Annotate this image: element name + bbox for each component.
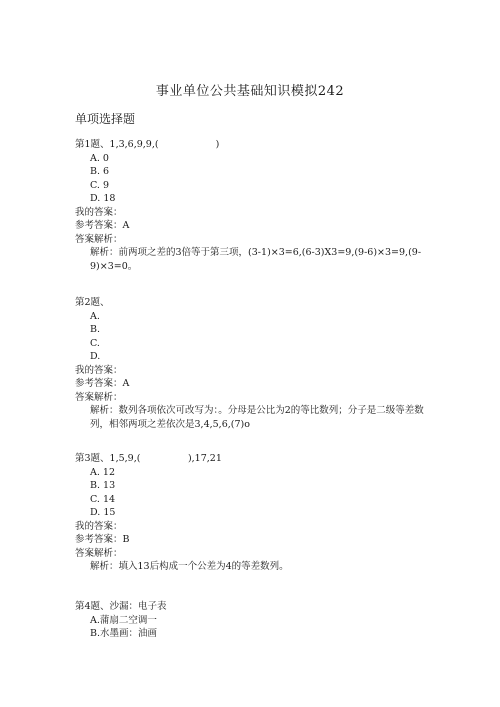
- analysis-heading: 答案解析：: [75, 391, 123, 403]
- question-stem: 第1题、1,3,6,9,9,( ): [75, 139, 220, 150]
- option-b: B.水墨画：油画: [90, 628, 158, 639]
- option-c: C.: [90, 337, 100, 349]
- reference-answer-value: A: [122, 220, 130, 231]
- question-1: [75, 138, 425, 273]
- option-a: A.: [90, 310, 100, 322]
- option-b: B. 6: [90, 166, 110, 177]
- analysis-body: 填入13后构成一个公差为4的等差数列。: [118, 561, 289, 572]
- reference-answer-label: 参考答案：: [75, 378, 123, 389]
- document-title: 事业单位公共基础知识模拟242: [155, 84, 345, 99]
- option-d: D. 18: [90, 193, 116, 204]
- option-b: B. 13: [90, 480, 116, 491]
- analysis-body: 前两项之差的3倍等于第三项，(3-1)×3=6,(6-3)X3=9,(9-6)×3=9,(9-9)×3=0。: [90, 247, 422, 272]
- reference-answer-label: 参考答案：: [75, 534, 123, 545]
- option-d: D.: [90, 351, 101, 362]
- my-answer-label: 我的答案：: [75, 520, 123, 532]
- analysis-label: 解析：: [90, 247, 119, 258]
- option-a: A. 12: [90, 466, 115, 478]
- option-c: C. 9: [90, 179, 110, 191]
- reference-answer: [75, 533, 425, 547]
- my-answer-label: 我的答案：: [75, 364, 123, 376]
- question-4: [75, 600, 425, 641]
- option-b: B.: [90, 324, 101, 335]
- option-c: C. 14: [90, 493, 116, 505]
- question-2: [75, 296, 425, 431]
- question-3: [75, 452, 425, 574]
- analysis-body: 数列各项依次可改写为：。分母是公比为2的等比数列；分子是二级等差数列，相邻两项之差依次是3,4,5,6,(7)o: [90, 405, 424, 430]
- analysis-heading: 答案解析：: [75, 233, 123, 245]
- analysis-text: [75, 404, 425, 431]
- analysis-label: 解析：: [90, 561, 119, 572]
- analysis-text: [75, 246, 425, 273]
- question-stem: 第2题、: [75, 297, 110, 308]
- option-d: D. 15: [90, 507, 116, 518]
- reference-answer-value: B: [122, 534, 130, 545]
- reference-answer-value: A: [122, 378, 130, 389]
- option-a: A. 0: [90, 152, 109, 164]
- option-a: A.蒲扇二空调一: [90, 614, 157, 626]
- analysis-text: [75, 560, 425, 574]
- question-stem: 第4题、沙漏：电子表: [75, 601, 167, 612]
- question-stem: 第3题、1,5,9,( ),17,21: [75, 453, 222, 464]
- reference-answer-label: 参考答案：: [75, 220, 123, 231]
- my-answer-label: 我的答案：: [75, 206, 123, 218]
- analysis-label: 解析：: [90, 405, 119, 416]
- reference-answer: [75, 377, 425, 391]
- section-heading: 单项选择题: [75, 112, 136, 126]
- reference-answer: [75, 219, 425, 233]
- analysis-heading: 答案解析：: [75, 547, 123, 559]
